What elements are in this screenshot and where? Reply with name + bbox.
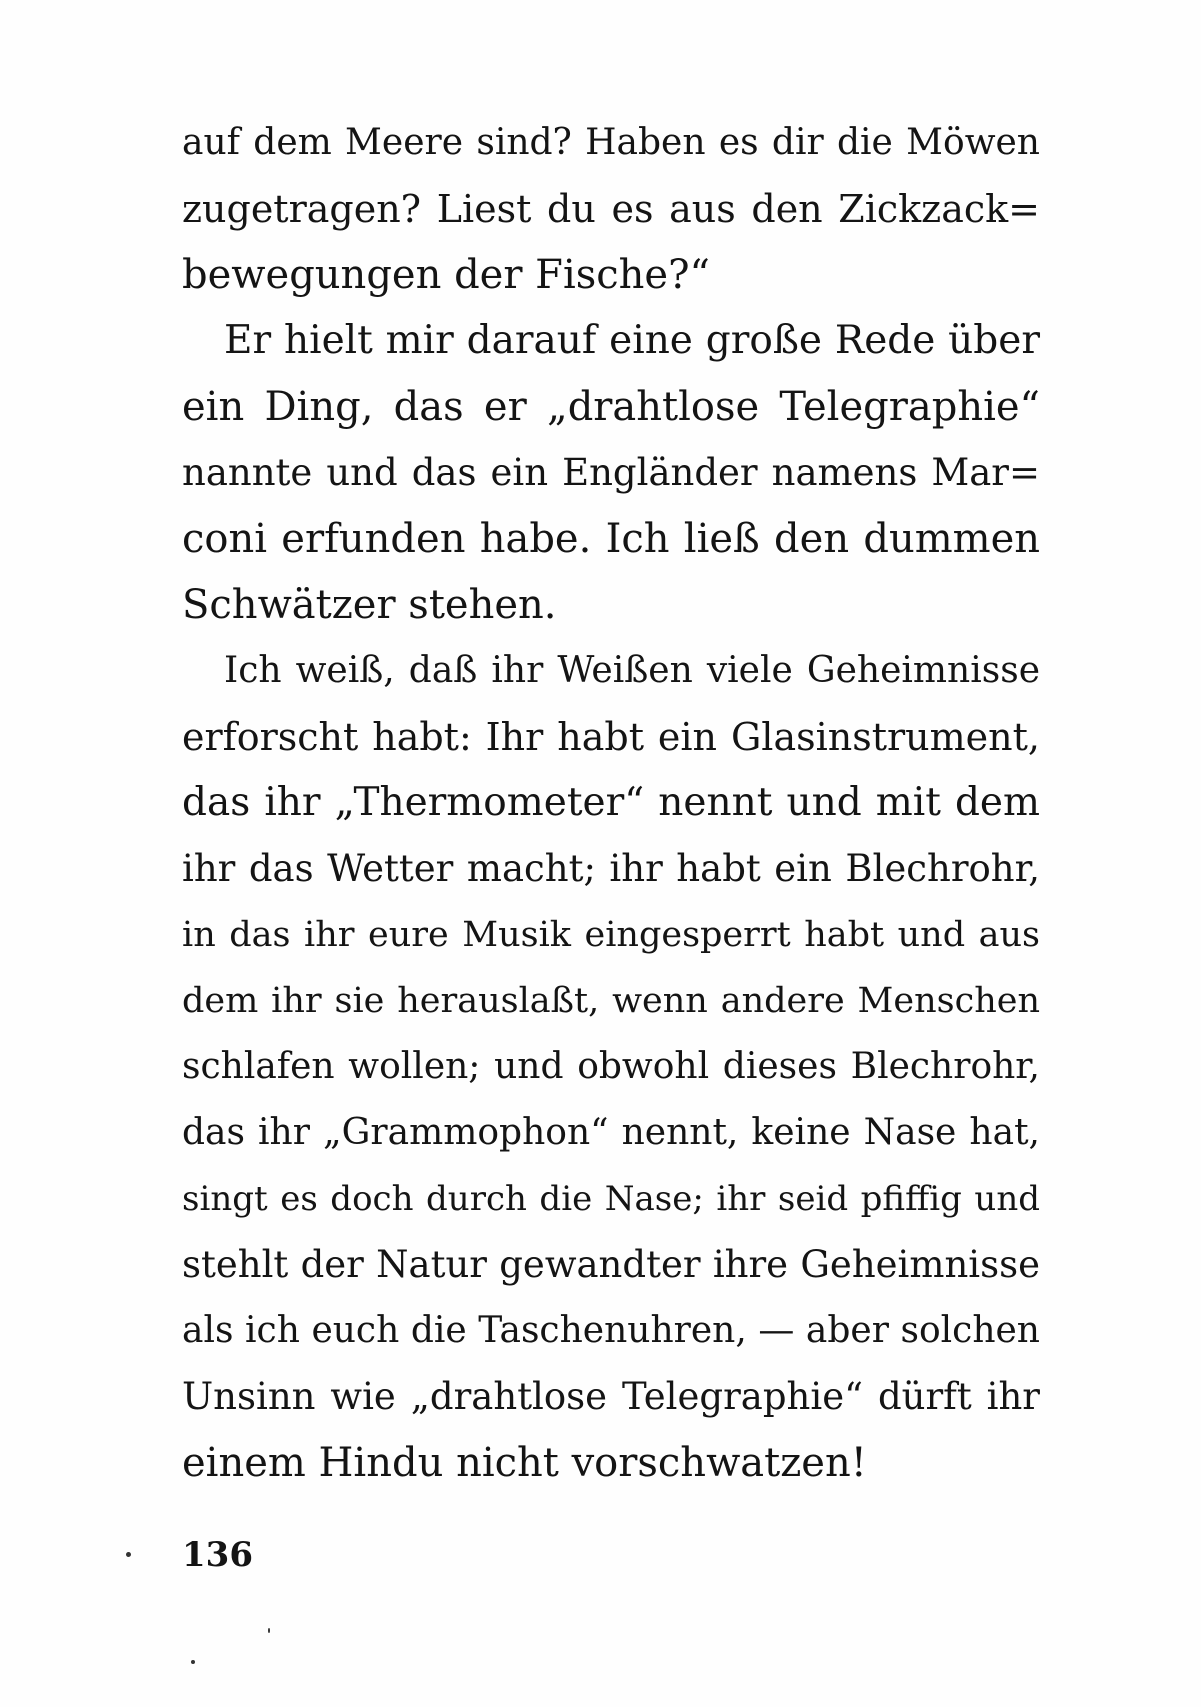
text-line: Schwätzer stehen. <box>182 582 557 628</box>
text-line: einem Hindu nicht vorschwatzen! <box>182 1440 867 1486</box>
body-text <box>182 110 1040 1496</box>
text-line: Er hielt mir darauf eine große Rede über <box>224 318 1040 363</box>
text-line: in das ihr eure Musik eingesperrt habt und aus <box>182 915 1040 955</box>
text-line: Ich weiß, daß ihr Weißen viele Geheimnisse <box>224 650 1040 691</box>
text-line: stehlt der Natur gewandter ihre Geheimnisse <box>182 1243 1040 1286</box>
text-line: Unsinn wie „drahtlose Telegraphie“ dürft ihr <box>182 1375 1040 1418</box>
text-line: bewegungen der Fische?“ <box>182 252 710 298</box>
text-line: das ihr „Grammophon“ nennt, keine Nase hat, <box>182 1112 1040 1153</box>
text-line: ihr das Wetter macht; ihr habt ein Blechrohr, <box>182 847 1040 890</box>
text-line: nannte und das ein Engländer namens Mar= <box>182 451 1040 494</box>
text-line: erforscht habt: Ihr habt ein Glasinstrument, <box>182 715 1040 759</box>
text-line: dem ihr sie herauslaßt, wenn andere Menschen <box>182 981 1040 1021</box>
text-line: auf dem Meere sind? Haben es dir die Möwen <box>182 122 1040 163</box>
scan-speck <box>191 1660 195 1664</box>
scan-speck <box>268 1628 270 1633</box>
scan-speck <box>126 1552 131 1557</box>
text-line: singt es doch durch die Nase; ihr seid pfiffig und <box>182 1179 1040 1219</box>
text-line: ein Ding, das er „drahtlose Telegraphie“ <box>182 384 1040 430</box>
text-line: als ich euch die Taschenuhren, — aber solchen <box>182 1310 1040 1351</box>
text-line: zugetragen? Liest du es aus den Zickzack= <box>182 187 1040 231</box>
text-line: das ihr „Thermometer“ nennt und mit dem <box>182 780 1040 825</box>
text-line: schlafen wollen; und obwohl dieses Blechrohr, <box>182 1046 1040 1087</box>
page-number: 136 <box>182 1535 253 1575</box>
text-line: coni erfunden habe. Ich ließ den dummen <box>182 516 1040 562</box>
